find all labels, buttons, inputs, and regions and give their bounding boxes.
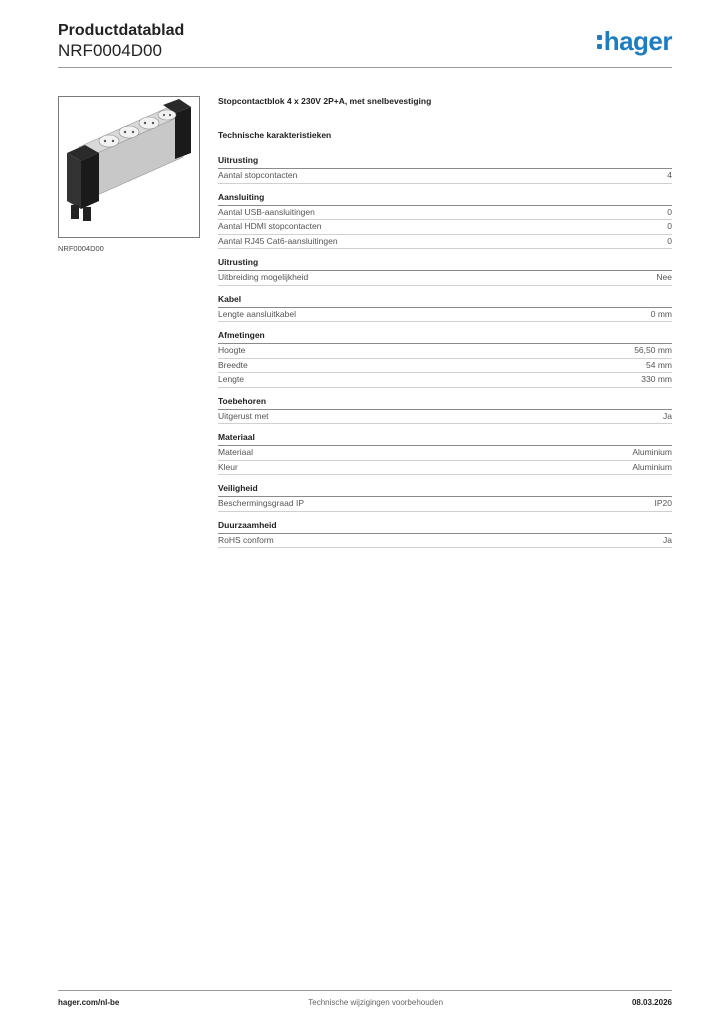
spec-row xyxy=(218,534,672,549)
logo-dots-icon xyxy=(597,32,603,52)
spec-label: Kleur xyxy=(218,461,238,472)
spec-group xyxy=(218,155,672,184)
spec-row xyxy=(218,461,672,476)
spec-value: 0 xyxy=(667,206,672,217)
spec-row xyxy=(218,169,672,184)
spec-group-title: Toebehoren xyxy=(218,396,672,410)
footer xyxy=(58,998,672,1007)
spec-row xyxy=(218,446,672,461)
document-header xyxy=(58,22,184,61)
spec-group xyxy=(218,396,672,425)
spec-group-title: Uitrusting xyxy=(218,257,672,271)
spec-value: IP20 xyxy=(654,498,672,508)
logo-text: hager xyxy=(603,26,672,56)
spec-row xyxy=(218,373,672,388)
spec-label: Uitgerust met xyxy=(218,410,269,421)
spec-value: 56,50 mm xyxy=(634,345,672,355)
spec-label: Uitbreiding mogelijkheid xyxy=(218,272,309,282)
spec-groups xyxy=(218,155,672,548)
spec-row xyxy=(218,497,672,512)
spec-group-title: Aansluiting xyxy=(218,192,672,206)
spec-label: Lengte xyxy=(218,374,244,384)
spec-label: Aantal HDMI stopcontacten xyxy=(218,221,322,231)
spec-group xyxy=(218,330,672,388)
spec-group-title: Uitrusting xyxy=(218,155,672,169)
section-heading: Technische karakteristieken xyxy=(218,130,332,140)
spec-group xyxy=(218,483,672,512)
spec-row xyxy=(218,344,672,359)
spec-row xyxy=(218,359,672,374)
spec-group-title: Afmetingen xyxy=(218,330,672,344)
spec-group xyxy=(218,257,672,286)
product-image xyxy=(58,96,200,238)
spec-value: 0 mm xyxy=(650,308,672,319)
header-divider xyxy=(58,67,672,68)
footer-divider xyxy=(58,990,672,991)
spec-group xyxy=(218,520,672,549)
spec-group xyxy=(218,294,672,323)
spec-group-title: Materiaal xyxy=(218,432,672,446)
spec-group-title: Kabel xyxy=(218,294,672,308)
spec-value: Aluminium xyxy=(632,461,672,472)
spec-label: Lengte aansluitkabel xyxy=(218,308,296,319)
image-caption: NRF0004D00 xyxy=(58,244,104,253)
power-strip-product-photo-icon xyxy=(59,97,199,237)
spec-group-title: Veiligheid xyxy=(218,483,672,497)
footer-date: 08.03.2026 xyxy=(631,998,672,1007)
spec-value: 0 xyxy=(667,221,672,231)
footer-notice: Technische wijzigingen voorbehouden xyxy=(308,998,444,1007)
spec-value: Ja xyxy=(663,410,672,421)
spec-row xyxy=(218,220,672,235)
spec-value: 4 xyxy=(667,170,672,180)
spec-value: 330 mm xyxy=(641,374,672,384)
spec-value: Ja xyxy=(663,534,672,545)
hager-logo xyxy=(597,27,672,55)
spec-label: Beschermingsgraad IP xyxy=(218,498,304,508)
spec-group xyxy=(218,192,672,250)
spec-row xyxy=(218,206,672,221)
spec-value: Nee xyxy=(656,272,672,282)
spec-row xyxy=(218,410,672,425)
footer-website[interactable]: hager.com/nl-be xyxy=(58,998,120,1007)
spec-row xyxy=(218,235,672,250)
spec-label: RoHS conform xyxy=(218,534,274,545)
product-code: NRF0004D00 xyxy=(58,41,162,60)
spec-label: Materiaal xyxy=(218,447,253,457)
spec-group-title: Duurzaamheid xyxy=(218,520,672,534)
spec-group xyxy=(218,432,672,475)
spec-label: Hoogte xyxy=(218,345,246,355)
spec-label: Breedte xyxy=(218,359,248,370)
spec-value: 0 xyxy=(667,235,672,246)
page-title: Productdatablad xyxy=(58,22,185,39)
spec-label: Aantal RJ45 Cat6-aansluitingen xyxy=(218,235,338,246)
spec-row xyxy=(218,308,672,323)
spec-label: Aantal USB-aansluitingen xyxy=(218,206,315,217)
spec-label: Aantal stopcontacten xyxy=(218,170,298,180)
spec-content xyxy=(218,96,672,556)
spec-value: Aluminium xyxy=(632,447,672,457)
spec-value: 54 mm xyxy=(646,359,672,370)
product-description: Stopcontactblok 4 x 230V 2P+A, met snelbevestiging xyxy=(218,96,432,106)
spec-row xyxy=(218,271,672,286)
